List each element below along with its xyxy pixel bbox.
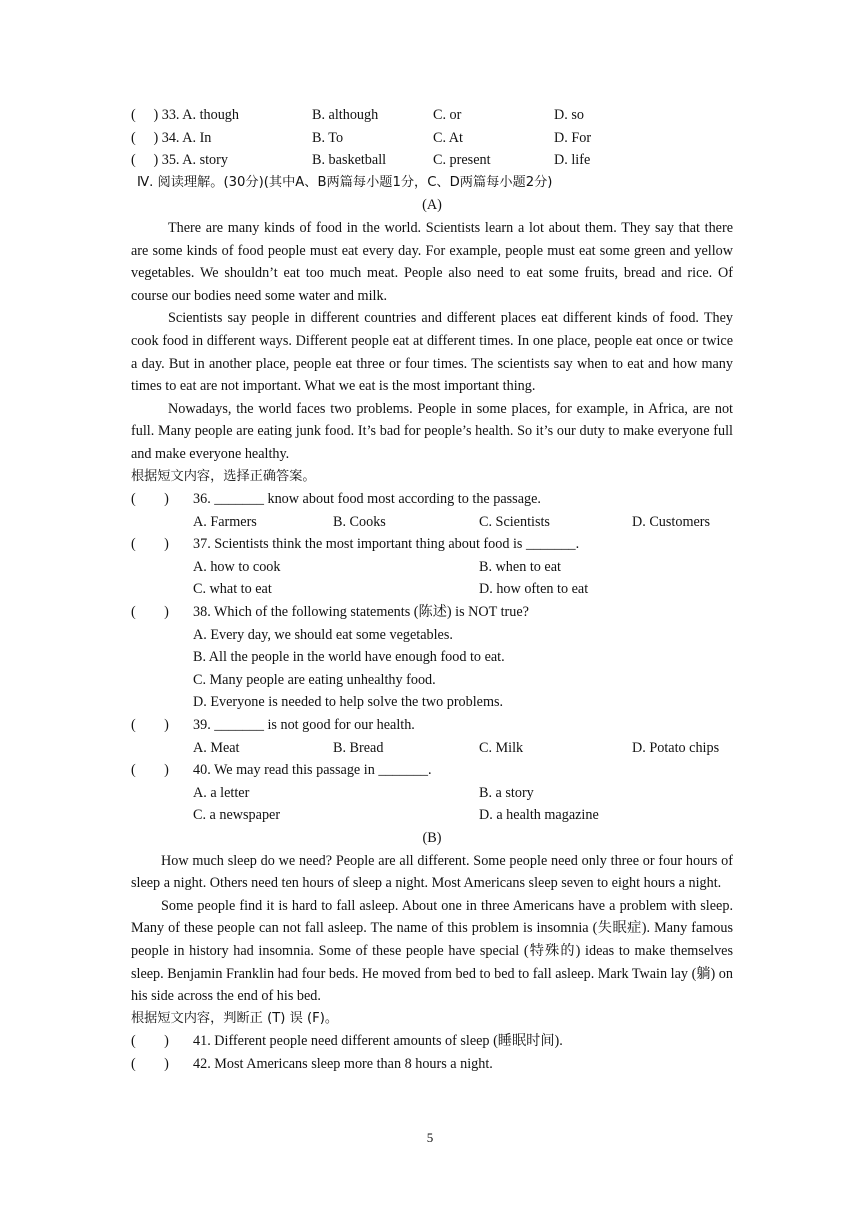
answer-blank[interactable]: ( ) <box>131 491 169 508</box>
option-d: D. a health magazine <box>479 807 599 824</box>
question-text: 39. _______ is not good for our health. <box>193 717 415 734</box>
options-row <box>131 782 733 805</box>
answer-blank[interactable]: ( ) <box>131 762 169 779</box>
option-c: C. what to eat <box>193 581 272 598</box>
question-text: 37. Scientists think the most important thing about food is _______. <box>193 536 580 553</box>
question-41 <box>131 1030 733 1053</box>
question-text: 36. _______ know about food most according to the passage. <box>193 491 541 508</box>
option-d: D. Customers <box>632 513 711 530</box>
passage-paragraph: Some people find it is hard to fall asleep. About one in three Americans have a problem with sleep. Many of these people can not fall asleep. The name of this problem is insomnia (失眠症). Many famous people in history had insomnia. Some of these people have special (特殊的) ideas to make themselves sleep. Benjamin Franklin had four beds. He moved from bed to bed to fall asleep. Mark Twain lay (躺) on his side across the end of his bed. <box>131 897 733 1005</box>
page-content <box>131 104 733 1076</box>
cloze-option-b: B. To <box>312 129 344 146</box>
option-b: B. Cooks <box>333 513 386 530</box>
option-b: B. All the people in the world have enough food to eat. <box>193 649 505 666</box>
option-a: A. Every day, we should eat some vegetables. <box>193 626 453 643</box>
answer-blank[interactable]: ( ) <box>131 717 169 734</box>
instruction: 根据短文内容，选择正确答案。 <box>131 468 316 484</box>
options-row <box>131 669 733 692</box>
option-c: C. Milk <box>479 739 524 756</box>
option-a: A. how to cook <box>193 558 281 575</box>
question-text: 41. Different people need different amounts of sleep (睡眠时间). <box>193 1033 563 1050</box>
options-row <box>131 556 733 579</box>
passage-a-label: (A) <box>422 197 442 214</box>
question-42 <box>131 1053 733 1076</box>
option-a: A. Meat <box>193 739 240 756</box>
cloze-option-a: ( ) 34. A. In <box>131 129 212 146</box>
option-c: C. Scientists <box>479 513 550 530</box>
options-row <box>131 691 733 714</box>
option-d: D. Everyone is needed to help solve the two problems. <box>193 694 504 711</box>
cloze-row-34 <box>131 127 733 150</box>
question-36 <box>131 488 733 511</box>
cloze-option-d: D. For <box>554 129 592 146</box>
question-text: 40. We may read this passage in _______. <box>193 762 432 779</box>
answer-blank[interactable]: ( ) <box>131 536 169 553</box>
options-row <box>131 578 733 601</box>
cloze-option-b: B. basketball <box>312 152 387 169</box>
options-row <box>131 624 733 647</box>
cloze-row-33 <box>131 104 733 127</box>
cloze-option-c: C. or <box>433 107 462 123</box>
option-a: A. a letter <box>193 784 250 801</box>
options-row <box>131 737 733 760</box>
option-b: B. a story <box>479 784 534 801</box>
option-b: B. when to eat <box>479 558 561 575</box>
answer-blank[interactable]: ( ) <box>131 1033 169 1050</box>
section-heading: Ⅳ. 阅读理解。(30分)(其中A、B两篇每小题1分，C、D两篇每小题2分) <box>137 174 553 190</box>
question-39 <box>131 714 733 737</box>
passage-paragraph: How much sleep do we need? People are all different. Some people need only three or four hours of sleep a night. Others need ten hours of sleep a night. Most Americans sleep seven to eight hours a night. <box>131 852 733 892</box>
passage-b-label: (B) <box>422 830 442 846</box>
option-d: D. how often to eat <box>479 581 589 598</box>
answer-blank[interactable]: ( ) <box>131 1055 169 1072</box>
option-a: A. Farmers <box>193 513 257 530</box>
options-row <box>131 646 733 669</box>
passage-paragraph: There are many kinds of food in the world. Scientists learn a lot about them. They say that there are some kinds of food people must eat every day. For example, people must eat some green and yellow vegetables. We shouldn’t eat too much meat. People also need to eat some fruits, bread and rice. Of course our bodies need some water and milk. <box>131 219 733 304</box>
option-c: C. Many people are eating unhealthy food. <box>193 671 436 688</box>
question-text: 38. Which of the following statements (陈述) is NOT true? <box>193 604 529 621</box>
cloze-row-35 <box>131 149 733 172</box>
passage-paragraph: Scientists say people in different countries and different places eat different kinds of food. They cook food in different ways. Different people eat at different times. In one place, people eat once or twice a day. But in another place, people eat three or four times. The scientists say when to eat and how many times to eat are not important. What we eat is the most important thing. <box>131 310 733 395</box>
cloze-option-d: D. so <box>554 107 584 123</box>
cloze-option-a: ( ) 33. A. though <box>131 107 239 123</box>
answer-blank[interactable]: ( ) <box>131 604 169 621</box>
cloze-option-c: C. At <box>433 129 463 146</box>
question-38 <box>131 601 733 624</box>
instruction: 根据短文内容，判断正 (T) 误 (F)。 <box>131 1010 339 1026</box>
cloze-option-c: C. present <box>433 152 491 169</box>
question-40 <box>131 759 733 782</box>
question-text: 42. Most Americans sleep more than 8 hours a night. <box>193 1055 493 1072</box>
option-b: B. Bread <box>333 739 384 756</box>
option-c: C. a newspaper <box>193 807 281 824</box>
passage-paragraph: Nowadays, the world faces two problems. People in some places, for example, in Africa, are not full. Many people are eating junk food. It’s bad for people’s health. So it’s our duty to make everyone full and make everyone healthy. <box>131 400 733 462</box>
question-37 <box>131 533 733 556</box>
cloze-option-d: D. life <box>554 152 591 169</box>
cloze-option-a: ( ) 35. A. story <box>131 152 228 169</box>
cloze-option-b: B. although <box>312 107 379 123</box>
page-number: 5 <box>426 1130 434 1145</box>
option-d: D. Potato chips <box>632 739 720 756</box>
options-row <box>131 804 733 827</box>
options-row <box>131 511 733 534</box>
